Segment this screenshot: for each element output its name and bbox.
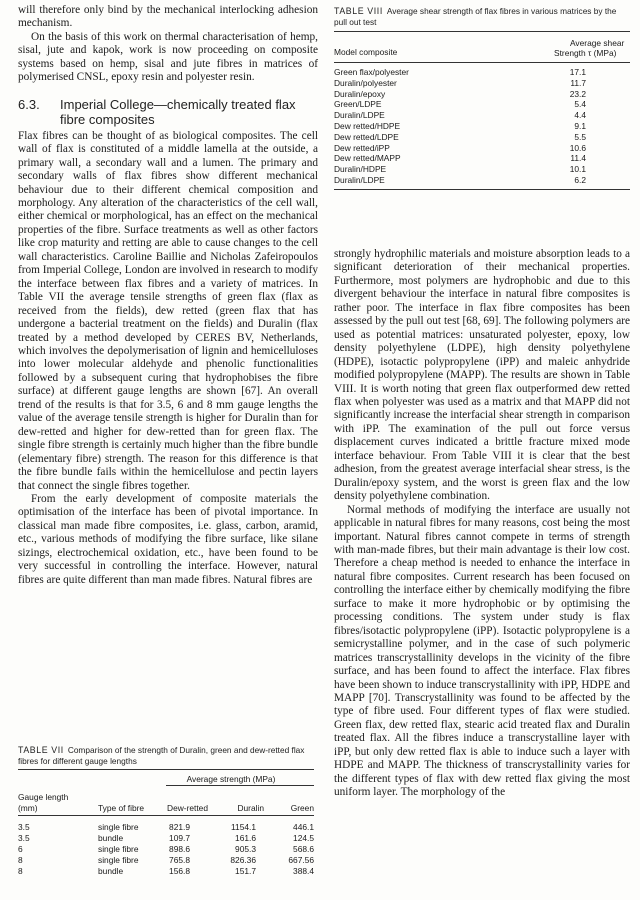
table-viii-grid [334,38,630,190]
table-vii-grid [18,772,314,876]
table-row [334,121,630,132]
table-cell: 4.4 [574,110,586,121]
table-caption [334,6,630,27]
table-cell: single fibre [98,822,139,833]
table-cell: Green/LDPE [334,99,382,110]
table-cell: 5.5 [574,131,586,142]
paragraph: Normal methods of modifying the interface are usually not applicable in natural fibres for many reasons, cost being the most important. Natural fibres cannot compete in terms of strength with man-made fibres, but their main advantage is their low cost. Therefore a cheap method is needed to enhance the interface in natural fibre composites. Current research has been focused on controlling the interface either by chemically modifying the fibre surface to make it more hydrophobic or by optimising the processing conditions. The system under study is flax fibres/isotactic polypropylene (iPP). Isotactic polypropylene is a semicrystalline polymer, and in the case of such polymeric matrices transcrystallinity develops in the vicinity of the fibre surface, and has been found to affect the interface. Flax fibres have been shown to induce transcrystallinity with iPP, HDPE and MAPP [70]. Transcrystallinity was found to be affected by the type of fibre used. Four different types of flax were studied. Green flax, dew retted flax, stearic acid treated flax and Duralin treated flax. All the fibres induce a transcrystalline layer with iPP, but only dew retted flax is able to induce such a layer with HDPE and MAPP. The thickness of transcrystallinity varies for the different types of flax with dew retted flax giving the most uniform layer. The morphology of the [334,503,630,799]
paragraph: strongly hydrophilic materials and moisture absorption leads to a significant deterioration of their mechanical properties. Furthermore, most polymers are hydrophobic and due to this divergent behaviour the interface in natural fibre composites is rather poor. The interface in flax fibre composites has been assessed by the pull out test [68, 69]. The following polymers are used as potential matrices: unsaturated polyester, epoxy, low density polyethylene (LDPE), high density polyethylene (HDPE), isotactic polypropylene (iPP) and maleic anhydride modified polypropylene (MAPP). The results are shown in Table VIII. It is worth noting that green flax outperformed dew retted flax when polyester was used as a matrix and that MAPP did not significantly increase the interfacial shear strength in comparison with iPP. The examination of the pull out force versus displacement curves indicated a brittle fracture mixed mode interface behaviour. From Table VIII it is clear that the best adhesion, from the greatest average interfacial shear stress, is the Duralin/epoxy system, and the worst is green flax and the low density polyethylene combination. [334,248,630,503]
table-cell: 6 [18,843,23,854]
table-cell: 109.7 [169,833,190,844]
table-cell: 11.4 [570,153,586,164]
table-cell: bundle [98,865,124,876]
table-cell: Duralin/LDPE [334,110,385,121]
table-cell: 9.1 [574,120,586,131]
table-cell: single fibre [98,854,139,865]
table-cell: 151.7 [235,865,256,876]
table-cell: Duralin/HDPE [334,164,387,175]
paragraph: On the basis of this work on thermal characterisation of hemp, sisal, jute and kapok, work is now proceeding on composite systems based on hemp, sisal and jute fibres in matrices of polymerised CNSL, epoxy resin and polyester resin. [18,30,318,84]
table-cell: Dew retted/MAPP [334,153,401,164]
table-header-cell [554,38,630,60]
table-rule [18,769,314,770]
table-cell: 10.6 [569,142,586,153]
table-row [334,153,630,164]
table-group-header: Average strength (MPa) [186,774,276,784]
table-header-line: Average shear [570,38,625,48]
table-cell: 161.6 [235,833,256,844]
table-cell: Duralin/polyester [334,77,397,88]
table-label: TABLE VII [18,745,64,755]
table-cell: 17.1 [569,67,586,77]
table-cell: 568.6 [293,843,314,854]
table-cell: 821.9 [169,822,190,833]
table-cell: 156.8 [169,865,190,876]
table-row [18,822,314,833]
table-row [18,866,314,877]
table-cell: 6.2 [574,174,586,185]
table-row [334,143,630,154]
table-cell: Dew retted/LDPE [334,131,399,142]
section-number: 6.3. [18,96,40,112]
table-cell: 3.5 [18,833,30,844]
table-header-line: Strength τ (MPa) [554,48,617,58]
table-header-cell: Dew-retted [167,802,208,813]
table-header-cell: Duralin [237,802,264,813]
table-cell: 23.2 [569,88,586,99]
table-header-cell: Gauge length (mm) [18,791,69,813]
table-row [18,833,314,844]
table-caption-text: Comparison of the strength of Duralin, green and dew-retted flax fibres for different gauge lengths [18,745,305,766]
table-cell: Duralin/epoxy [334,88,386,99]
section-heading [18,97,318,127]
table-cell: 124.5 [293,833,314,844]
table-cell: 905.3 [235,843,256,854]
paragraph: Flax fibres can be thought of as biological composites. The cell wall of flax is constituted of a middle lamella at the outside, a primary wall, a secondary wall and a lumen. The primary and secondary walls of flax fibres show different mechanical behaviour due to their different chemical composition and morphology. Any alteration of the characteristics of the cell wall, either chemical or morphological, has an effect on the mechanical properties of the fibre. Surface treatments as well as other factors like crop maturity and retting are able to cause changes to the cell wall characteristics. Caroline Baillie and Nicholas Zafeiropoulos from Imperial College, London are involved in research to modify the interface between flax fibres and a variety of matrices. In Table VII the average tensile strengths of green flax (flax as received from the fields), dew retted (green flax that has undergone a bacterial treatment on the fields) and Duralin (flax treated by a method developed by CERES BV, Netherlands, which involves the depolymerisation of lignin and hemicelluloses into lower molecular aldehyde and phenolic functionalities followed by a subsequent curing that hydrophobises the fibre surface) at different gauge lengths are shown [67]. An overall trend of the results is that for 3.5, 6 and 8 mm gauge lengths the value of the average tensile strength is higher for Duralin than for dew-retted and higher for dew-retted than for green flax. The single fibre strength is certainly much higher than the fibre bundle (elementary fibre) strength. The reason for this difference is that the fibre bundle fails within the hemicellulose and pectin layers that connect the single fibres together. [18,129,318,492]
table-cell: 446.1 [293,822,314,833]
table-cell: Dew retted/HDPE [334,120,401,131]
table-rule [334,189,630,190]
table-cell: bundle [98,833,124,844]
table-cell: 5.4 [574,99,586,110]
table-row [334,89,630,100]
table-row [334,99,630,110]
table-cell: 3.5 [18,822,30,833]
table-viii [334,6,630,190]
table-row [334,132,630,143]
table-cell: Dew retted/iPP [334,142,390,153]
table-row [334,164,630,175]
table-cell: 1154.1 [231,822,256,833]
table-row [334,175,630,186]
table-cell: 11.7 [570,77,586,88]
table-row [334,110,630,121]
table-cell: Green flax/polyester [334,67,409,77]
table-rule [334,31,630,32]
left-column [18,4,318,587]
table-cell: 8 [18,865,23,876]
table-header-cell: Model composite [334,47,398,58]
table-cell: single fibre [98,843,139,854]
table-cell: 10.1 [569,164,586,175]
table-group-header-row [18,772,314,785]
table-row [334,67,630,78]
paragraph: From the early development of composite materials the optimisation of the interface has been of pivotal importance. In classical man made fibre composites, i.e. glass, carbon, aramid, etc., various methods of modifying the fibre surface, like silane sizings, electrochemical oxidation, etc., have been found to be very successful in controlling the interface. However, natural fibres are quite different than man made fibres. Natural fibres are [18,492,318,586]
table-cell: 765.8 [169,854,190,865]
table-header-row [18,786,314,814]
table-vii [18,745,314,876]
table-cell: Duralin/LDPE [334,174,385,185]
table-row [18,855,314,866]
table-label: TABLE VIII [334,6,383,16]
table-cell: 8 [18,854,23,865]
section-title: Imperial College—chemically treated flax fibre composites [60,96,296,127]
table-cell: 826.36 [230,854,256,865]
table-caption [18,745,314,766]
paragraph: will therefore only bind by the mechanical interlocking adhesion mechanism. [18,4,318,30]
table-header-row [334,38,630,60]
table-caption-text: Average shear strength of flax fibres in various matrices by the pull out test [334,6,617,27]
table-row [18,844,314,855]
table-cell: 667.56 [288,854,314,865]
table-header-cell: Green [290,802,314,813]
right-column [334,248,630,800]
table-cell: 388.4 [293,865,314,876]
table-cell: 898.6 [169,843,190,854]
table-row [334,78,630,89]
table-header-cell: Type of fibre [98,802,145,813]
